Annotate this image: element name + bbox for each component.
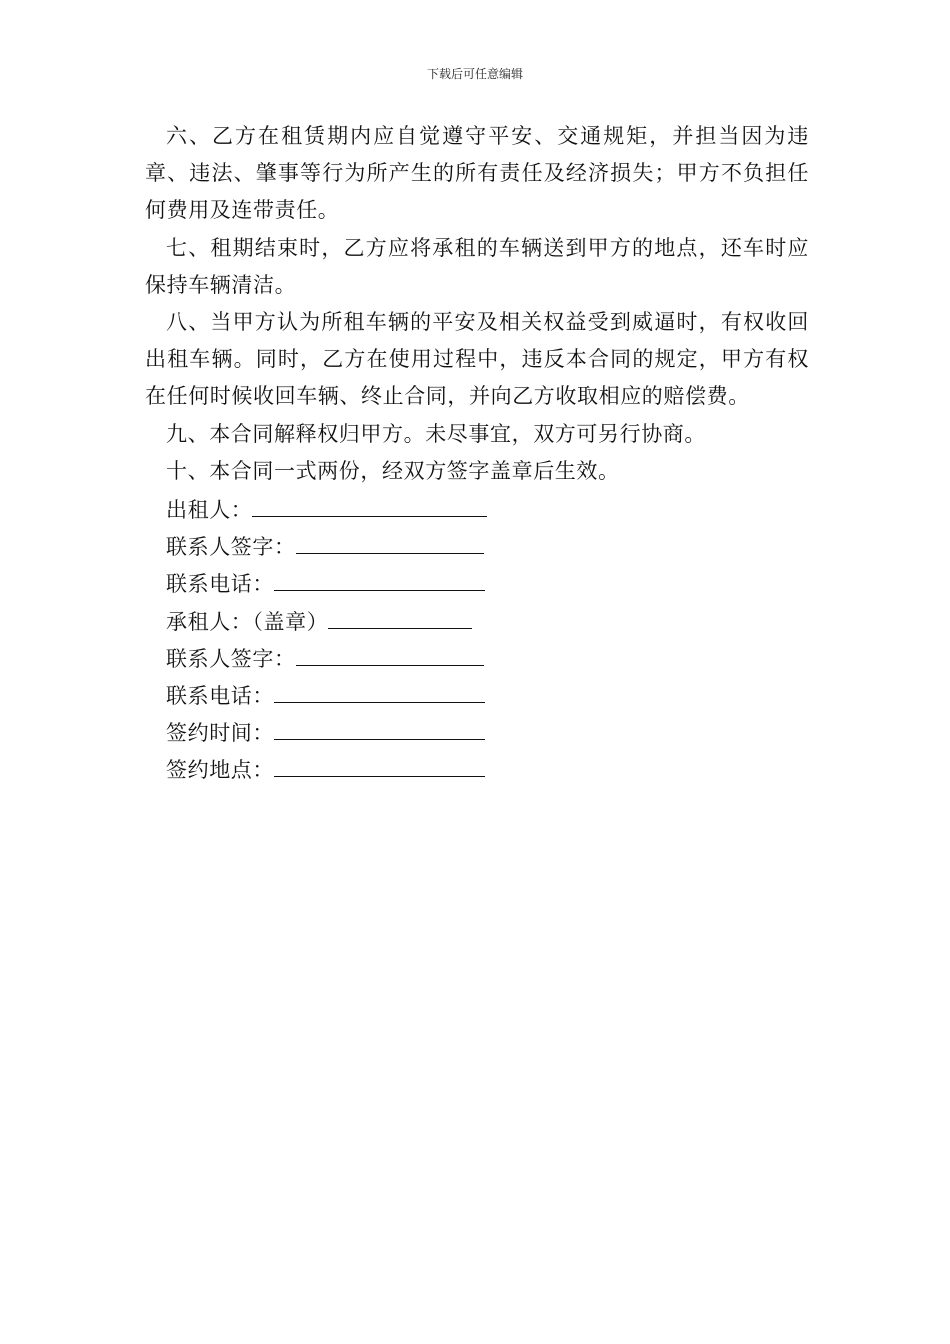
lessee-contact-signature-blank[interactable] — [296, 639, 484, 666]
clause-8: 八、当甲方认为所租车辆的平安及相关权益受到威逼时，有权收回出租车辆。同时，乙方在使用过程中，违反本合同的规定，甲方有权在任何时候收回车辆、终止合同，并向乙方收取相应的赔偿费。 — [145, 310, 809, 409]
page-header-note: 下载后可任意编辑 — [426, 67, 523, 81]
lessee-label: 承租人：（盖章） — [166, 609, 329, 634]
lessee-line — [145, 602, 809, 639]
clause-6: 六、乙方在租赁期内应自觉遵守平安、交通规矩，并担当因为违章、违法、肇事等行为所产生的所有责任及经济损失；甲方不负担任何费用及连带责任。 — [145, 124, 809, 223]
lessor-contact-signature-blank[interactable] — [296, 527, 484, 554]
lessor-blank[interactable] — [252, 490, 487, 517]
clause-9: 九、本合同解释权归甲方。未尽事宜，双方可另行协商。 — [166, 421, 706, 446]
signing-time-label: 签约时间： — [166, 721, 274, 746]
lessor-line — [145, 490, 809, 527]
clause-7: 七、租期结束时，乙方应将承租的车辆送到甲方的地点，还车时应保持车辆清洁。 — [145, 235, 809, 297]
lessor-phone-blank[interactable] — [274, 564, 485, 591]
lessee-phone-line — [145, 676, 809, 713]
lessor-contact-signature-line — [145, 527, 809, 564]
clause-10: 十、本合同一式两份，经双方签字盖章后生效。 — [166, 458, 620, 483]
contract-body — [145, 118, 809, 788]
signing-place-label: 签约地点： — [166, 758, 274, 783]
lessor-phone-label: 联系电话： — [166, 572, 274, 597]
lessor-phone-line — [145, 564, 809, 601]
signing-place-line — [145, 750, 809, 787]
lessor-contact-signature-label: 联系人签字： — [166, 535, 296, 560]
signing-place-blank[interactable] — [274, 750, 485, 777]
lessor-label: 出租人： — [166, 498, 253, 523]
lessee-phone-label: 联系电话： — [166, 683, 274, 708]
lessee-contact-signature-line — [145, 639, 809, 676]
signing-time-blank[interactable] — [274, 713, 485, 740]
lessee-phone-blank[interactable] — [274, 676, 485, 703]
signing-time-line — [145, 713, 809, 750]
lessee-blank[interactable] — [328, 602, 472, 629]
lessee-contact-signature-label: 联系人签字： — [166, 646, 296, 671]
